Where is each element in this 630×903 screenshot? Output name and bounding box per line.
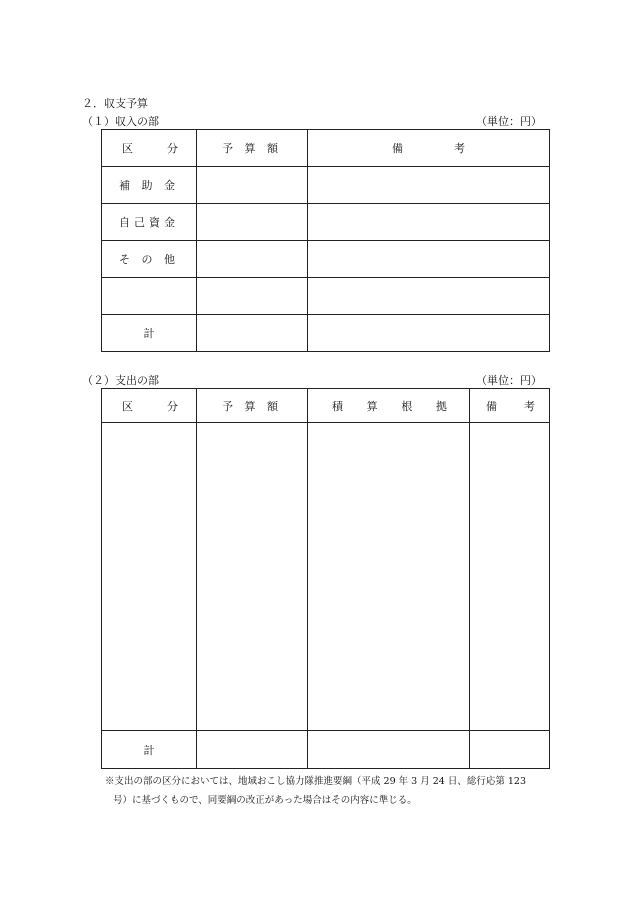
remarks-cell[interactable] xyxy=(308,241,550,278)
income-header-row xyxy=(102,130,550,167)
basis-cell[interactable] xyxy=(308,423,470,731)
row-label: 自己資金 xyxy=(102,204,197,241)
header-remarks: 備 考 xyxy=(308,130,550,167)
remarks-cell[interactable] xyxy=(470,731,550,769)
income-row-own-funds xyxy=(102,204,550,241)
remarks-cell[interactable] xyxy=(308,204,550,241)
expense-title: （２）支出の部 xyxy=(82,374,159,387)
budget-cell[interactable] xyxy=(197,423,308,731)
budget-cell[interactable] xyxy=(197,167,308,204)
remarks-cell[interactable] xyxy=(308,315,550,352)
row-label[interactable] xyxy=(102,278,197,315)
remarks-cell[interactable] xyxy=(308,167,550,204)
remarks-cell[interactable] xyxy=(308,278,550,315)
budget-cell[interactable] xyxy=(197,241,308,278)
header-category: 区 分 xyxy=(102,130,197,167)
header-budget: 予 算 額 xyxy=(197,130,308,167)
header-category: 区 分 xyxy=(102,389,197,423)
remarks-cell[interactable] xyxy=(470,423,550,731)
row-label: 計 xyxy=(102,315,197,352)
basis-cell[interactable] xyxy=(308,731,470,769)
footnote-line-2: 号）に基づくもので、同要綱の改正があった場合はその内容に準じる。 xyxy=(113,795,417,806)
expense-header-row xyxy=(102,389,550,423)
income-row-subsidy xyxy=(102,167,550,204)
budget-cell[interactable] xyxy=(197,278,308,315)
income-title: （１）収入の部 xyxy=(82,115,159,128)
section-title: ２．収支予算 xyxy=(82,97,148,110)
income-row-blank xyxy=(102,278,550,315)
income-table xyxy=(101,129,550,352)
expense-row-total xyxy=(102,731,550,769)
expense-table xyxy=(101,388,550,769)
income-unit: （単位：円） xyxy=(476,115,542,128)
expense-body-row xyxy=(102,423,550,731)
row-label: そ の 他 xyxy=(102,241,197,278)
row-label: 補 助 金 xyxy=(102,167,197,204)
category-cell[interactable] xyxy=(102,423,197,731)
header-remarks: 備 考 xyxy=(470,389,550,423)
income-row-other xyxy=(102,241,550,278)
header-budget: 予 算 額 xyxy=(197,389,308,423)
income-row-total xyxy=(102,315,550,352)
budget-cell[interactable] xyxy=(197,315,308,352)
budget-cell[interactable] xyxy=(197,731,308,769)
expense-unit: （単位：円） xyxy=(476,374,542,387)
row-label: 計 xyxy=(102,731,197,769)
header-basis: 積 算 根 拠 xyxy=(308,389,470,423)
footnote-line-1: ※支出の部の区分においては、地域おこし協力隊推進要綱（平成 29 年 3 月 24 日、総行応第 123 xyxy=(105,776,526,787)
budget-cell[interactable] xyxy=(197,204,308,241)
